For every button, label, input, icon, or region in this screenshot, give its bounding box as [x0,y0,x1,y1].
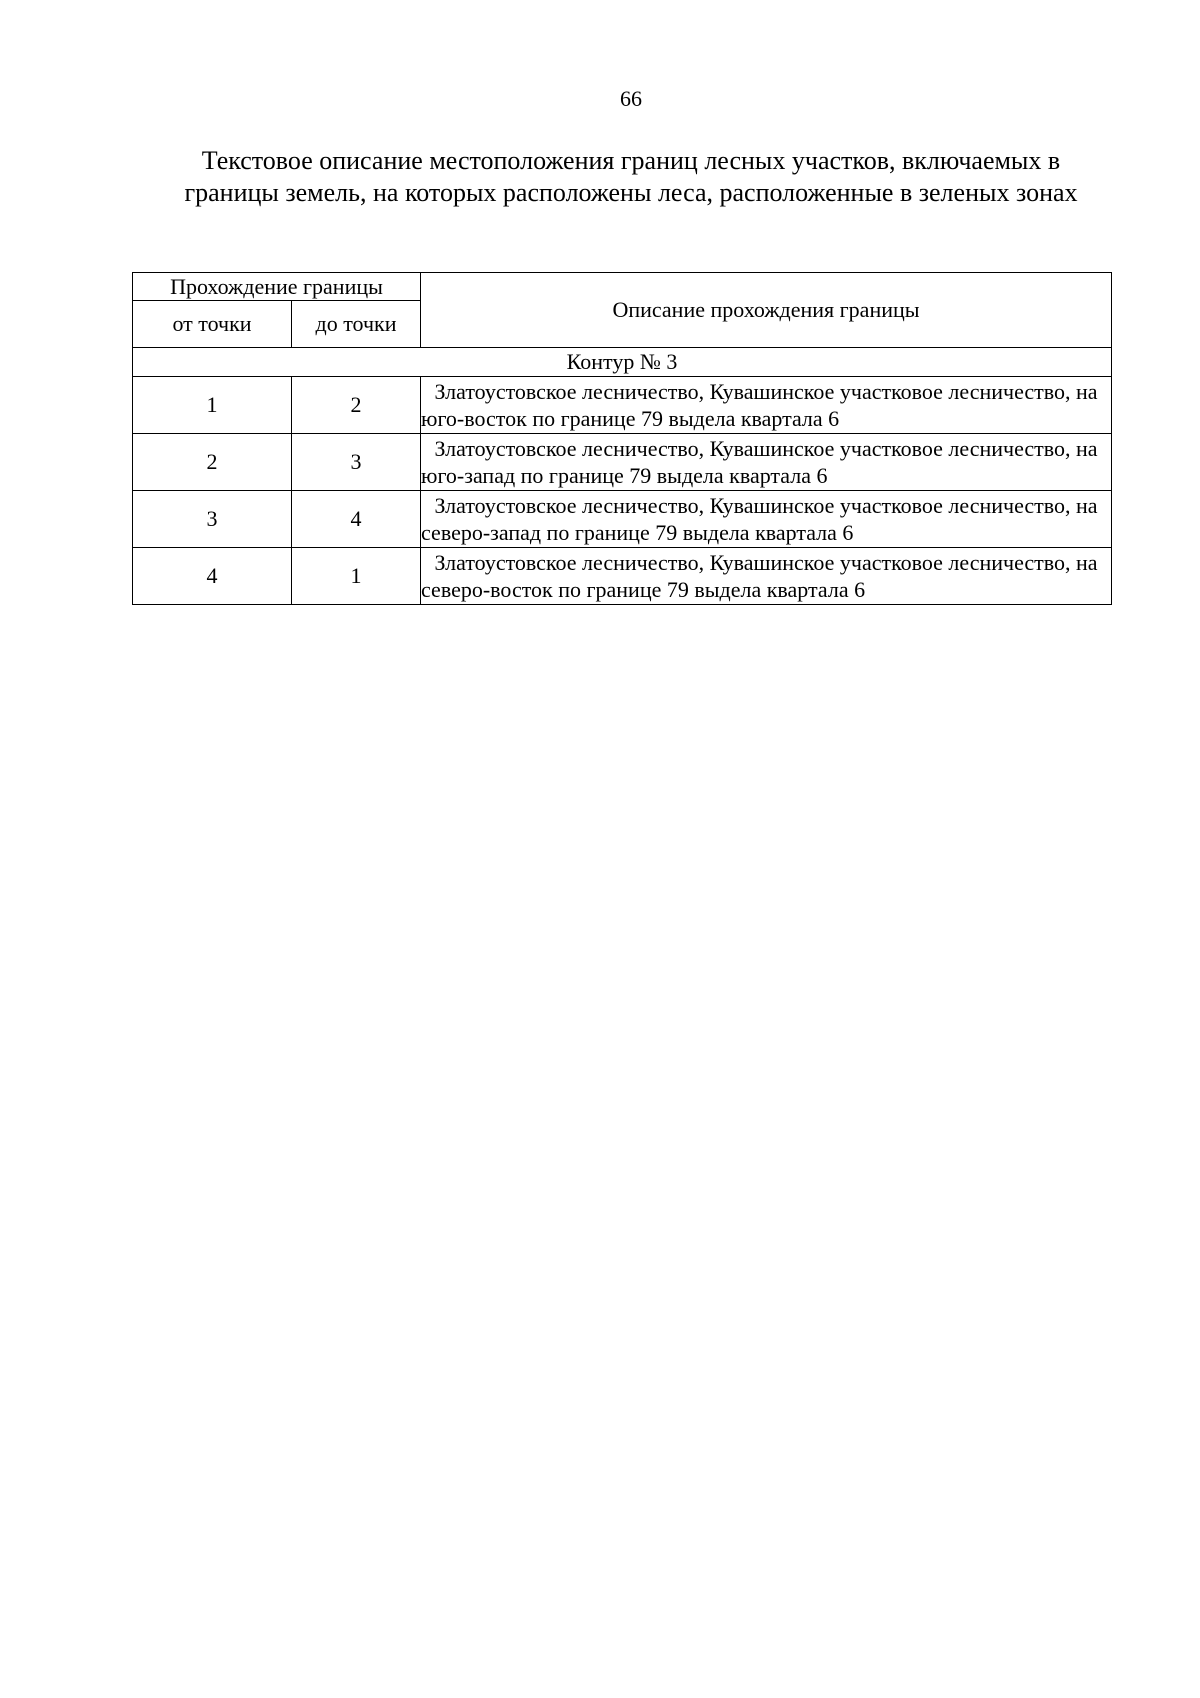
table-row [133,434,1112,491]
to-point-cell: 4 [292,491,421,548]
to-point-cell: 3 [292,434,421,491]
document-title: Текстовое описание местоположения границ лесных участков, включаемых в границы земель, на которых расположены леса, расположенные в зеленых зонах [184,146,1078,207]
description-cell: Златоустовское лесничество, Кувашинское участковое лесничество, на юго-запад по границе 79 выдела квартала 6 [421,434,1112,491]
from-point-cell: 4 [133,548,292,605]
header-boundary-passage: Прохождение границы [133,273,421,301]
from-point-cell: 1 [133,377,292,434]
table-row [133,491,1112,548]
table-row [133,377,1112,434]
to-point-cell: 1 [292,548,421,605]
from-point-cell: 2 [133,434,292,491]
table-row [133,548,1112,605]
description-cell: Златоустовское лесничество, Кувашинское участковое лесничество, на юго-восток по границе 79 выдела квартала 6 [421,377,1112,434]
header-to-point: до точки [292,301,421,348]
description-cell: Златоустовское лесничество, Кувашинское участковое лесничество, на северо-запад по границе 79 выдела квартала 6 [421,491,1112,548]
header-description: Описание прохождения границы [421,273,1112,348]
boundary-description-table [132,272,1112,605]
from-point-cell: 3 [133,491,292,548]
page-number: 66 [620,86,642,111]
description-cell: Златоустовское лесничество, Кувашинское участковое лесничество, на северо-восток по границе 79 выдела квартала 6 [421,548,1112,605]
header-from-point: от точки [133,301,292,348]
to-point-cell: 2 [292,377,421,434]
contour-label: Контур № 3 [133,348,1112,377]
table-header-row [133,273,1112,301]
contour-row [133,348,1112,377]
